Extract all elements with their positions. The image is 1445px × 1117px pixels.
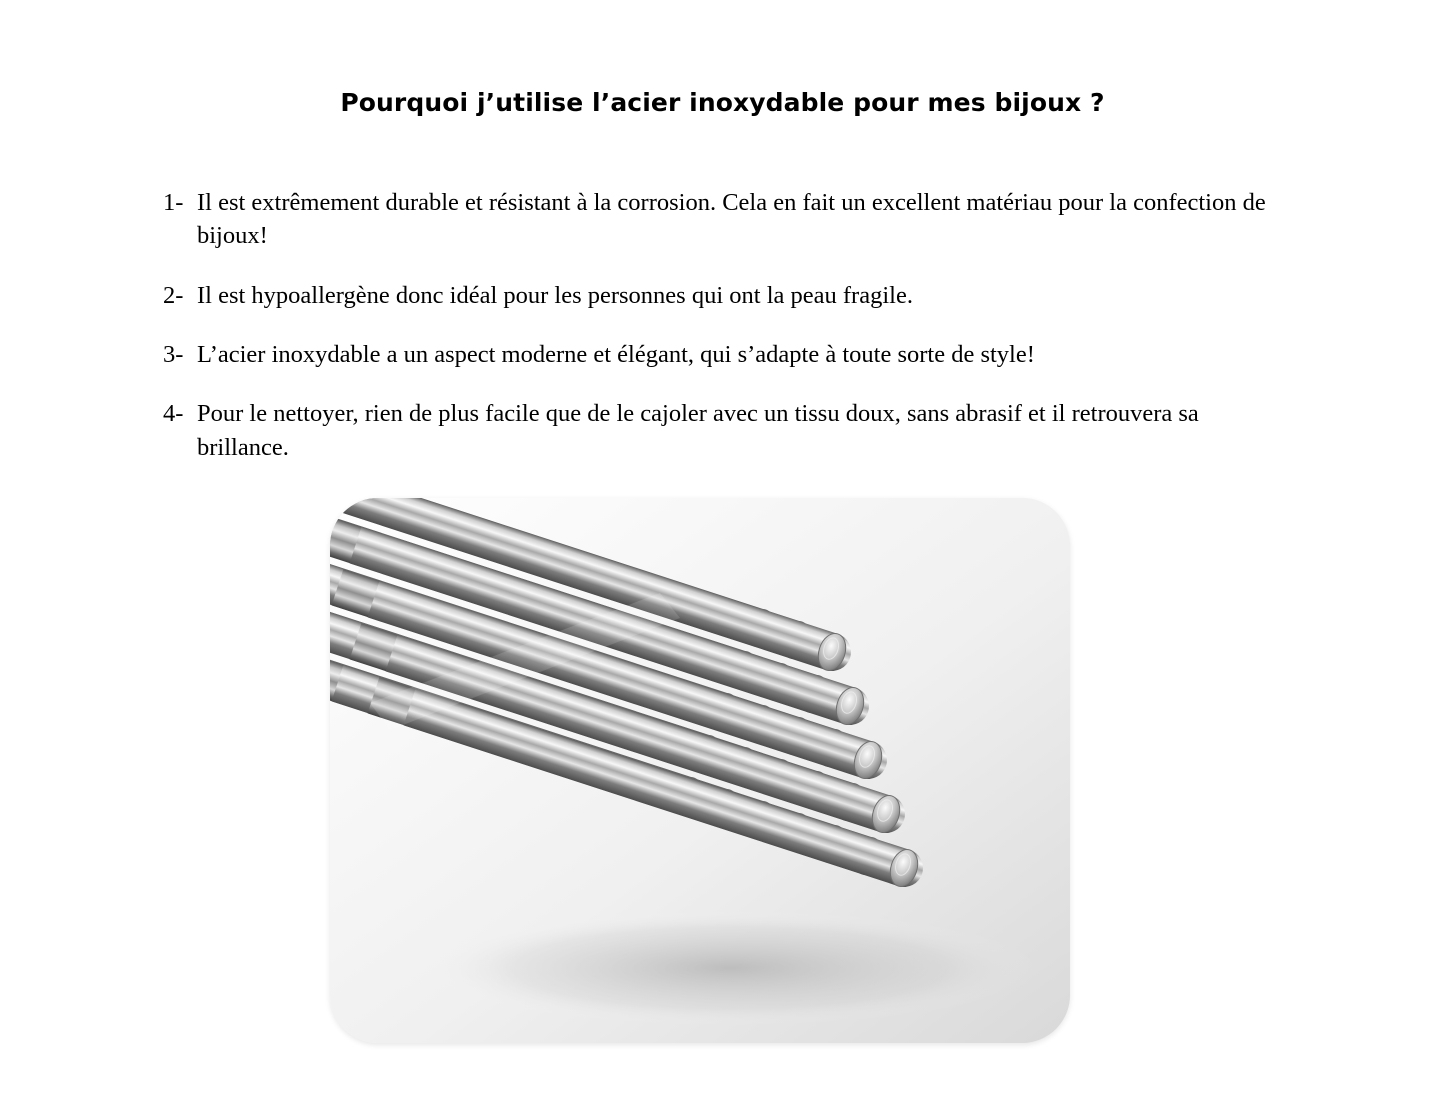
list-item	[163, 279, 1283, 312]
reasons-list	[163, 186, 1283, 490]
stainless-steel-rods-photo	[330, 498, 1070, 1043]
list-item-marker: 1-	[163, 189, 184, 216]
list-item-text: Pour le nettoyer, rien de plus facile que de le cajoler avec un tissu doux, sans abrasif et il retrouvera sa brillance.	[197, 400, 1199, 461]
list-item-marker: 4-	[163, 400, 184, 428]
list-item-text: Il est hypoallergène donc idéal pour les personnes qui ont la peau fragile.	[197, 281, 913, 309]
page-title: Pourquoi j’utilise l’acier inoxydable pour mes bijoux ?	[340, 88, 1105, 117]
list-item-text: L’acier inoxydable a un aspect moderne et élégant, qui s’adapte à toute sorte de style!	[197, 340, 1035, 368]
list-item-marker: 2-	[163, 281, 184, 309]
list-item-text: Il est extrêmement durable et résistant à la corrosion. Cela en fait un excellent matériau pour la confection de bijoux!	[197, 189, 1266, 250]
list-item-marker: 3-	[163, 340, 184, 368]
list-item	[163, 186, 1283, 253]
list-item	[163, 338, 1283, 371]
list-item	[163, 397, 1283, 464]
